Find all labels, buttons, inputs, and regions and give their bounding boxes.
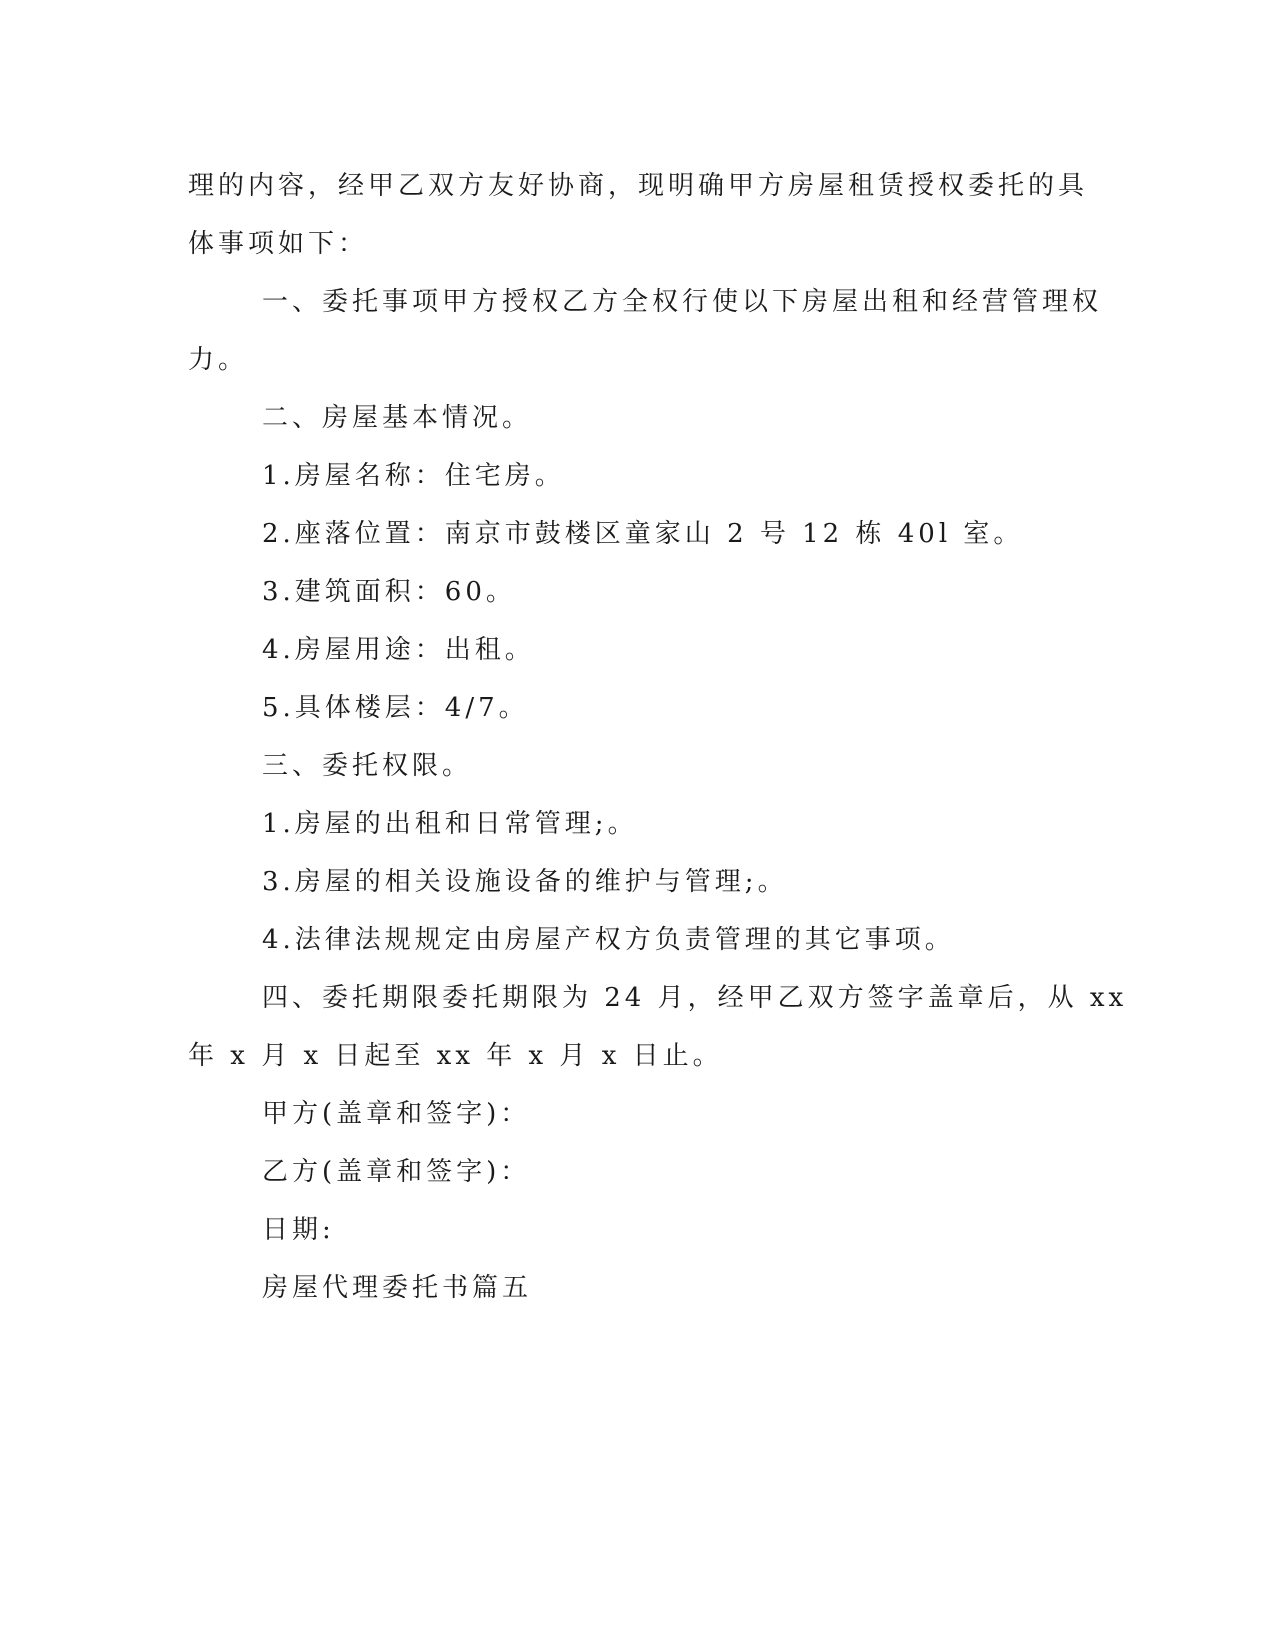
- paragraph-line: 体事项如下：: [188, 229, 369, 259]
- signature-line-party-a: 甲方(盖章和签字)：: [262, 1099, 531, 1129]
- section-heading-line: 一、委托事项甲方授权乙方全权行使以下房屋出租和经营管理权: [262, 287, 1103, 317]
- list-item: 3.建筑面积：60。: [262, 577, 516, 607]
- paragraph-line: 年 x 月 x 日起至 xx 年 x 月 x 日止。: [188, 1041, 723, 1071]
- section-heading: 二、房屋基本情况。: [262, 403, 533, 433]
- list-item: 4.房屋用途：出租。: [262, 635, 535, 665]
- next-section-title: 房屋代理委托书篇五: [262, 1273, 533, 1303]
- section-heading: 三、委托权限。: [262, 751, 473, 781]
- section-heading-line: 四、委托期限委托期限为 24 月，经甲乙双方签字盖章后，从 xx: [262, 983, 1128, 1013]
- date-line: 日期:: [262, 1215, 335, 1245]
- list-item: 2.座落位置：南京市鼓楼区童家山 2 号 12 栋 40l 室。: [262, 519, 1024, 549]
- list-item: 1.房屋的出租和日常管理;。: [262, 809, 638, 839]
- list-item: 3.房屋的相关设施设备的维护与管理;。: [262, 867, 788, 897]
- paragraph-line: 力。: [188, 345, 249, 375]
- list-item: 4.法律法规规定由房屋产权方负责管理的其它事项。: [262, 925, 955, 955]
- list-item: 1.房屋名称：住宅房。: [262, 461, 565, 491]
- signature-line-party-b: 乙方(盖章和签字)：: [262, 1157, 531, 1187]
- list-item: 5.具体楼层：4/7。: [262, 693, 529, 723]
- paragraph-line: 理的内容，经甲乙双方友好协商，现明确甲方房屋租赁授权委托的具: [188, 171, 1089, 201]
